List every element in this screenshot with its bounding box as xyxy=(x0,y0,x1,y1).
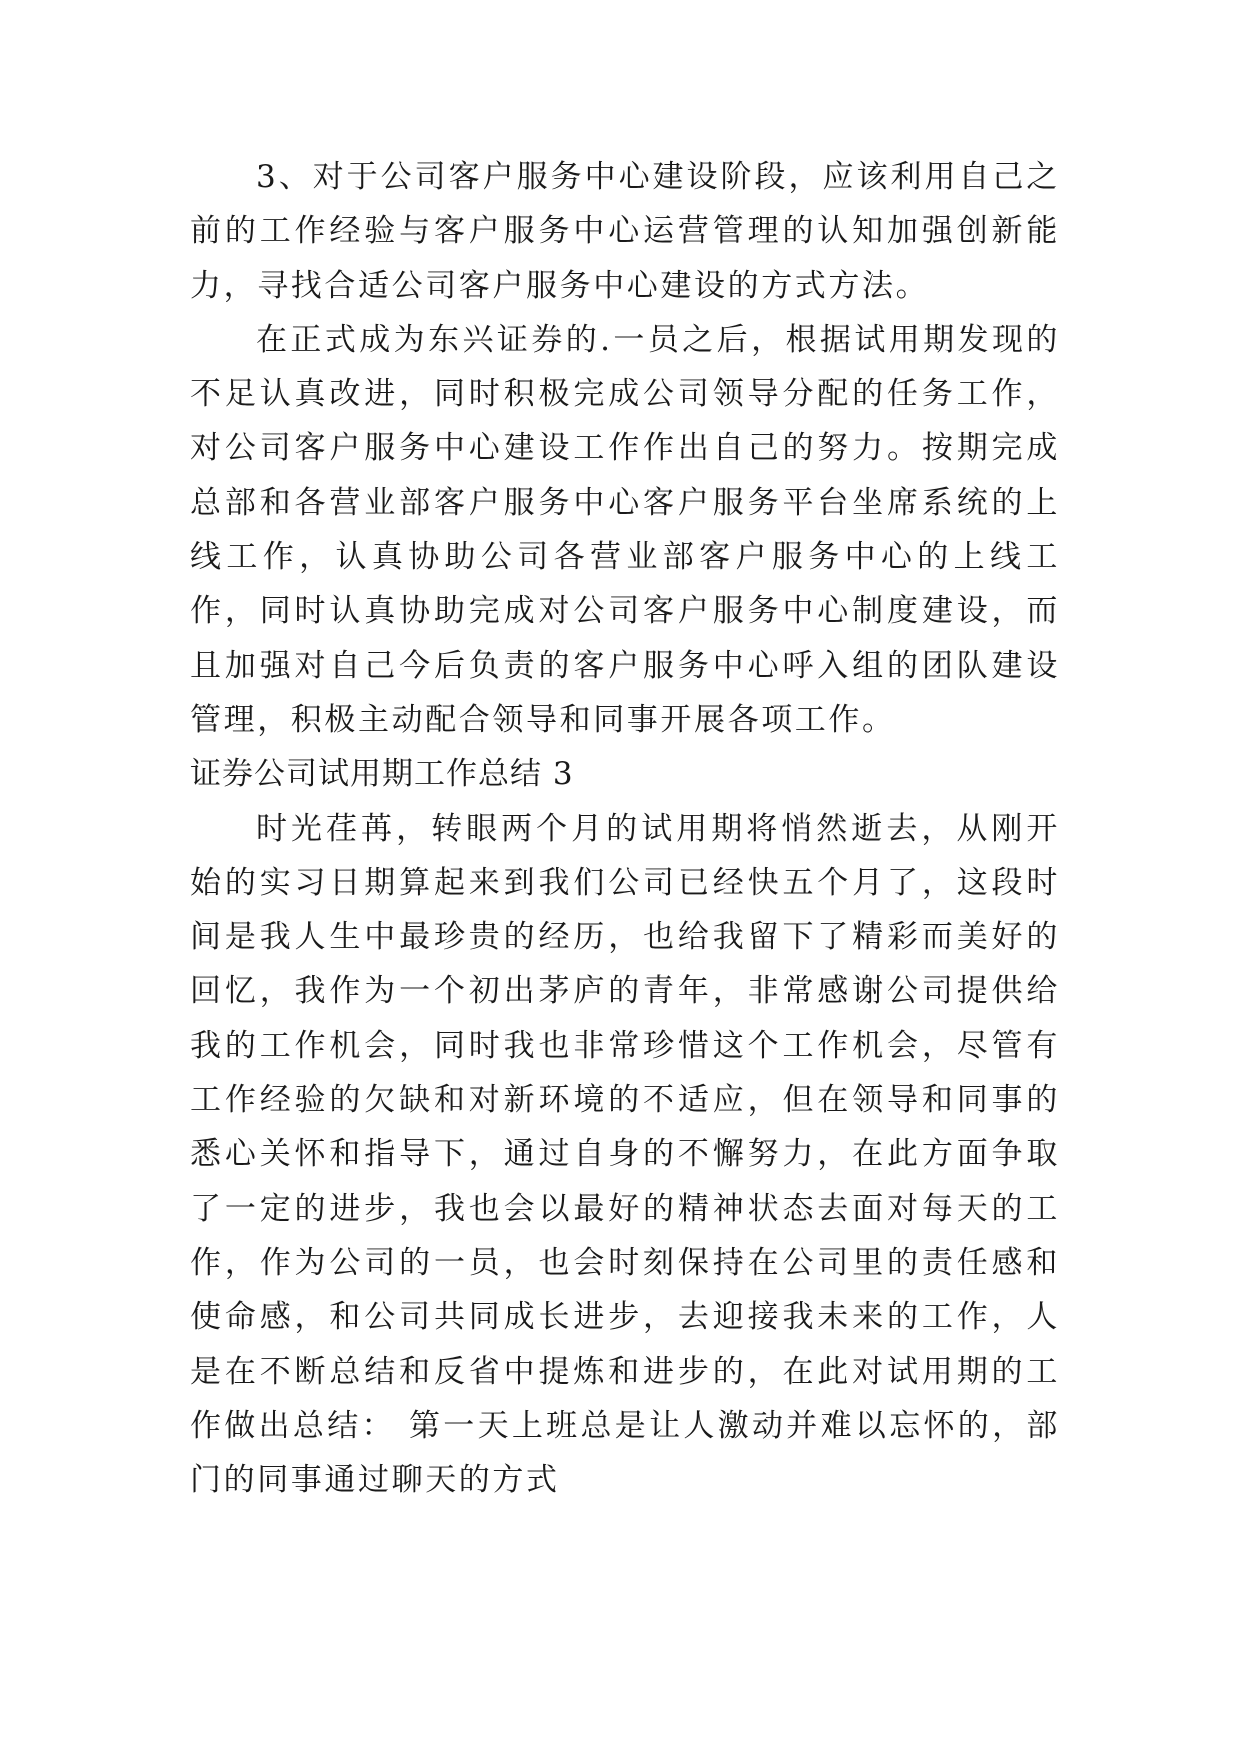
paragraph-after-probation: 在正式成为东兴证券的.一员之后，根据试用期发现的不足认真改进，同时积极完成公司领导分配的任务工作，对公司客户服务中心建设工作作出自己的努力。按期完成总部和各营业部客户服务中心客户服务平台坐席系统的上线工作，认真协助公司各营业部客户服务中心的上线工作，同时认真协助完成对公司客户服务中心制度建设，而且加强对自己今后负责的客户服务中心呼入组的团队建设管理，积极主动配合领导和同事开展各项工作。 xyxy=(190,321,1060,738)
paragraph-customer-service-stage: 3、对于公司客户服务中心建设阶段，应该利用自己之前的工作经验与客户服务中心运营管理的认知加强创新能力，寻找合适公司客户服务中心建设的方式方法。 xyxy=(190,159,1060,304)
paragraph-probation-summary: 时光荏苒，转眼两个月的试用期将悄然逝去，从刚开始的实习日期算起来到我们公司已经快五个月了，这段时间是我人生中最珍贵的经历，也给我留下了精彩而美好的回忆，我作为一个初出茅庐的青年，非常感谢公司提供给我的工作机会，同时我也非常珍惜这个工作机会，尽管有工作经验的欠缺和对新环境的不适应，但在领导和同事的悉心关怀和指导下，通过自身的不懈努力，在此方面争取了一定的进步，我也会以最好的精神状态去面对每天的工作，作为公司的一员，也会时刻保持在公司里的责任感和使命感，和公司共同成长进步，去迎接我未来的工作，人是在不断总结和反省中提炼和进步的，在此对试用期的工作做出总结： 第一天上班总是让人激动并难以忘怀的，部门的同事通过聊天的方式 xyxy=(190,810,1060,1499)
document-body xyxy=(190,150,1060,1507)
section-heading: 证券公司试用期工作总结 3 xyxy=(190,756,574,793)
